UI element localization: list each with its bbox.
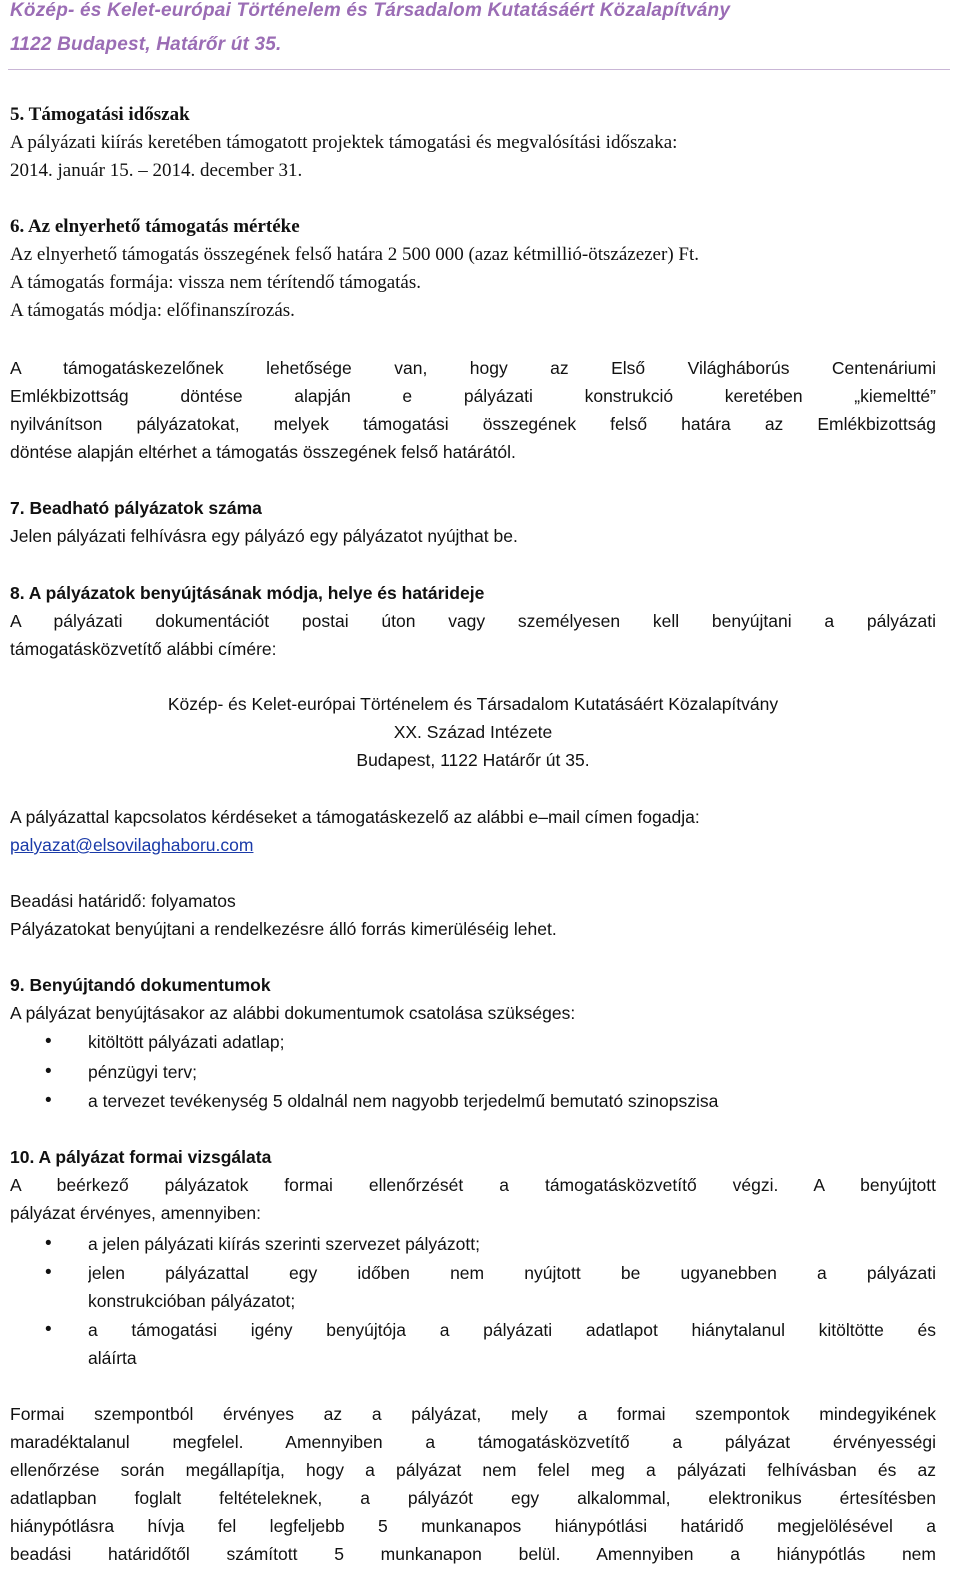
section-10-title: 10. A pályázat formai vizsgálata <box>10 1147 272 1167</box>
address-line-1: Közép- és Kelet-európai Történelem és Társadalom Kutatásáért Közalapítvány <box>167 694 779 714</box>
section-9-intro: A pályázat benyújtásakor az alábbi dokumentumok csatolása szükséges: <box>10 1003 576 1023</box>
list-item: kitöltött pályázati adatlap; <box>88 1032 285 1052</box>
section-8-intro-1: A pályázati dokumentációt postai úton vagy személyesen kell benyújtani a pályázati <box>10 611 936 631</box>
section-10-para-line-3: ellenőrzése során megállapítja, hogy a pályázat nem felel meg a pályázati felhívásban és az <box>10 1460 936 1480</box>
bullet-icon: • <box>45 1031 52 1052</box>
section-5-title: 5. Támogatási időszak <box>10 104 190 125</box>
deadline: Beadási határidő: folyamatos <box>10 891 236 911</box>
list-item-continuation: aláírta <box>88 1348 137 1368</box>
deadline-note: Pályázatokat benyújtani a rendelkezésre álló forrás kimerüléséig lehet. <box>10 919 557 939</box>
section-6-para-line-2: Emlékbizottság döntése alapján e pályázati konstrukció keretében „kiemeltté” <box>10 386 936 406</box>
address-line-2: XX. Század Intézete <box>393 722 553 742</box>
section-10-para-line-2: maradéktalanul megfelel. Amennyiben a támogatásközvetítő a pályázat érvényességi <box>10 1432 936 1452</box>
section-6-line-1: Az elnyerhető támogatás összegének felső határa 2 500 000 (azaz kétmillió-ötszázezer) Ft. <box>10 244 699 265</box>
section-6-para-line-3: nyilvánítson pályázatokat, melyek támogatási összegének felső határa az Emlékbizottság <box>10 414 936 434</box>
list-item-continuation: konstrukcióban pályázatot; <box>88 1291 296 1311</box>
list-item: a tervezet tevékenység 5 oldalnál nem nagyobb terjedelmű bemutató szinopszisa <box>88 1091 719 1111</box>
bullet-icon: • <box>45 1233 52 1254</box>
section-8-intro-2: támogatásközvetítő alábbi címére: <box>10 639 277 659</box>
list-item: pénzügyi terv; <box>88 1062 197 1082</box>
header-divider <box>8 69 950 70</box>
section-6-para-line-1: A támogatáskezelőnek lehetősége van, hogy az Első Világháborús Centenáriumi <box>10 358 936 378</box>
list-item: a jelen pályázati kiírás szerinti szervezet pályázott; <box>88 1234 480 1254</box>
bullet-icon: • <box>45 1090 52 1111</box>
section-6-line-3: A támogatás módja: előfinanszírozás. <box>10 300 295 321</box>
header-address: 1122 Budapest, Határőr út 35. <box>10 34 282 55</box>
section-10-intro-1: A beérkező pályázatok formai ellenőrzését a támogatásközvetítő végzi. A benyújtott <box>10 1175 936 1195</box>
list-item: jelen pályázattal egy időben nem nyújtott be ugyanebben a pályázati <box>88 1263 936 1283</box>
email-link[interactable]: palyazat@elsovilaghaboru.com <box>10 835 254 855</box>
section-10-intro-2: pályázat érvényes, amennyiben: <box>10 1203 261 1223</box>
section-5-line-2: 2014. január 15. – 2014. december 31. <box>10 160 303 181</box>
section-8-title: 8. A pályázatok benyújtásának módja, helye és határideje <box>10 583 485 603</box>
section-10-para-line-5: hiánypótlásra hívja fel legfeljebb 5 munkanapos hiánypótlási határidő megjelölésével a <box>10 1516 936 1536</box>
section-6-title: 6. Az elnyerhető támogatás mértéke <box>10 216 300 237</box>
section-7-title: 7. Beadható pályázatok száma <box>10 498 262 518</box>
bullet-icon: • <box>45 1319 52 1340</box>
section-9-title: 9. Benyújtandó dokumentumok <box>10 975 271 995</box>
section-6-line-2: A támogatás formája: vissza nem térítendő támogatás. <box>10 272 422 293</box>
section-10-para-line-6: beadási határidőtől számított 5 munkanapon belül. Amennyiben a hiánypótlás nem <box>10 1544 936 1564</box>
bullet-icon: • <box>45 1262 52 1283</box>
email-intro: A pályázattal kapcsolatos kérdéseket a támogatáskezelő az alábbi e–mail címen fogadja: <box>10 807 700 827</box>
section-6-para-line-4: döntése alapján eltérhet a támogatás összegének felső határától. <box>10 442 516 462</box>
section-10-para-line-1: Formai szempontból érvényes az a pályázat, mely a formai szempontok mindegyikének <box>10 1404 936 1424</box>
address-line-3: Budapest, 1122 Határőr út 35. <box>356 750 590 770</box>
section-7-line: Jelen pályázati felhívásra egy pályázó egy pályázatot nyújthat be. <box>10 526 518 546</box>
list-item: a támogatási igény benyújtója a pályázati adatlapot hiánytalanul kitöltötte és <box>88 1320 936 1340</box>
header-organization: Közép- és Kelet-európai Történelem és Társadalom Kutatásáért Közalapítvány <box>10 0 731 21</box>
bullet-icon: • <box>45 1061 52 1082</box>
section-5-line-1: A pályázati kiírás keretében támogatott projektek támogatási és megvalósítási időszaka: <box>10 132 678 153</box>
section-10-para-line-4: adatlapban foglalt feltételeknek, a pályázót egy alkalommal, elektronikus értesítésben <box>10 1488 936 1508</box>
